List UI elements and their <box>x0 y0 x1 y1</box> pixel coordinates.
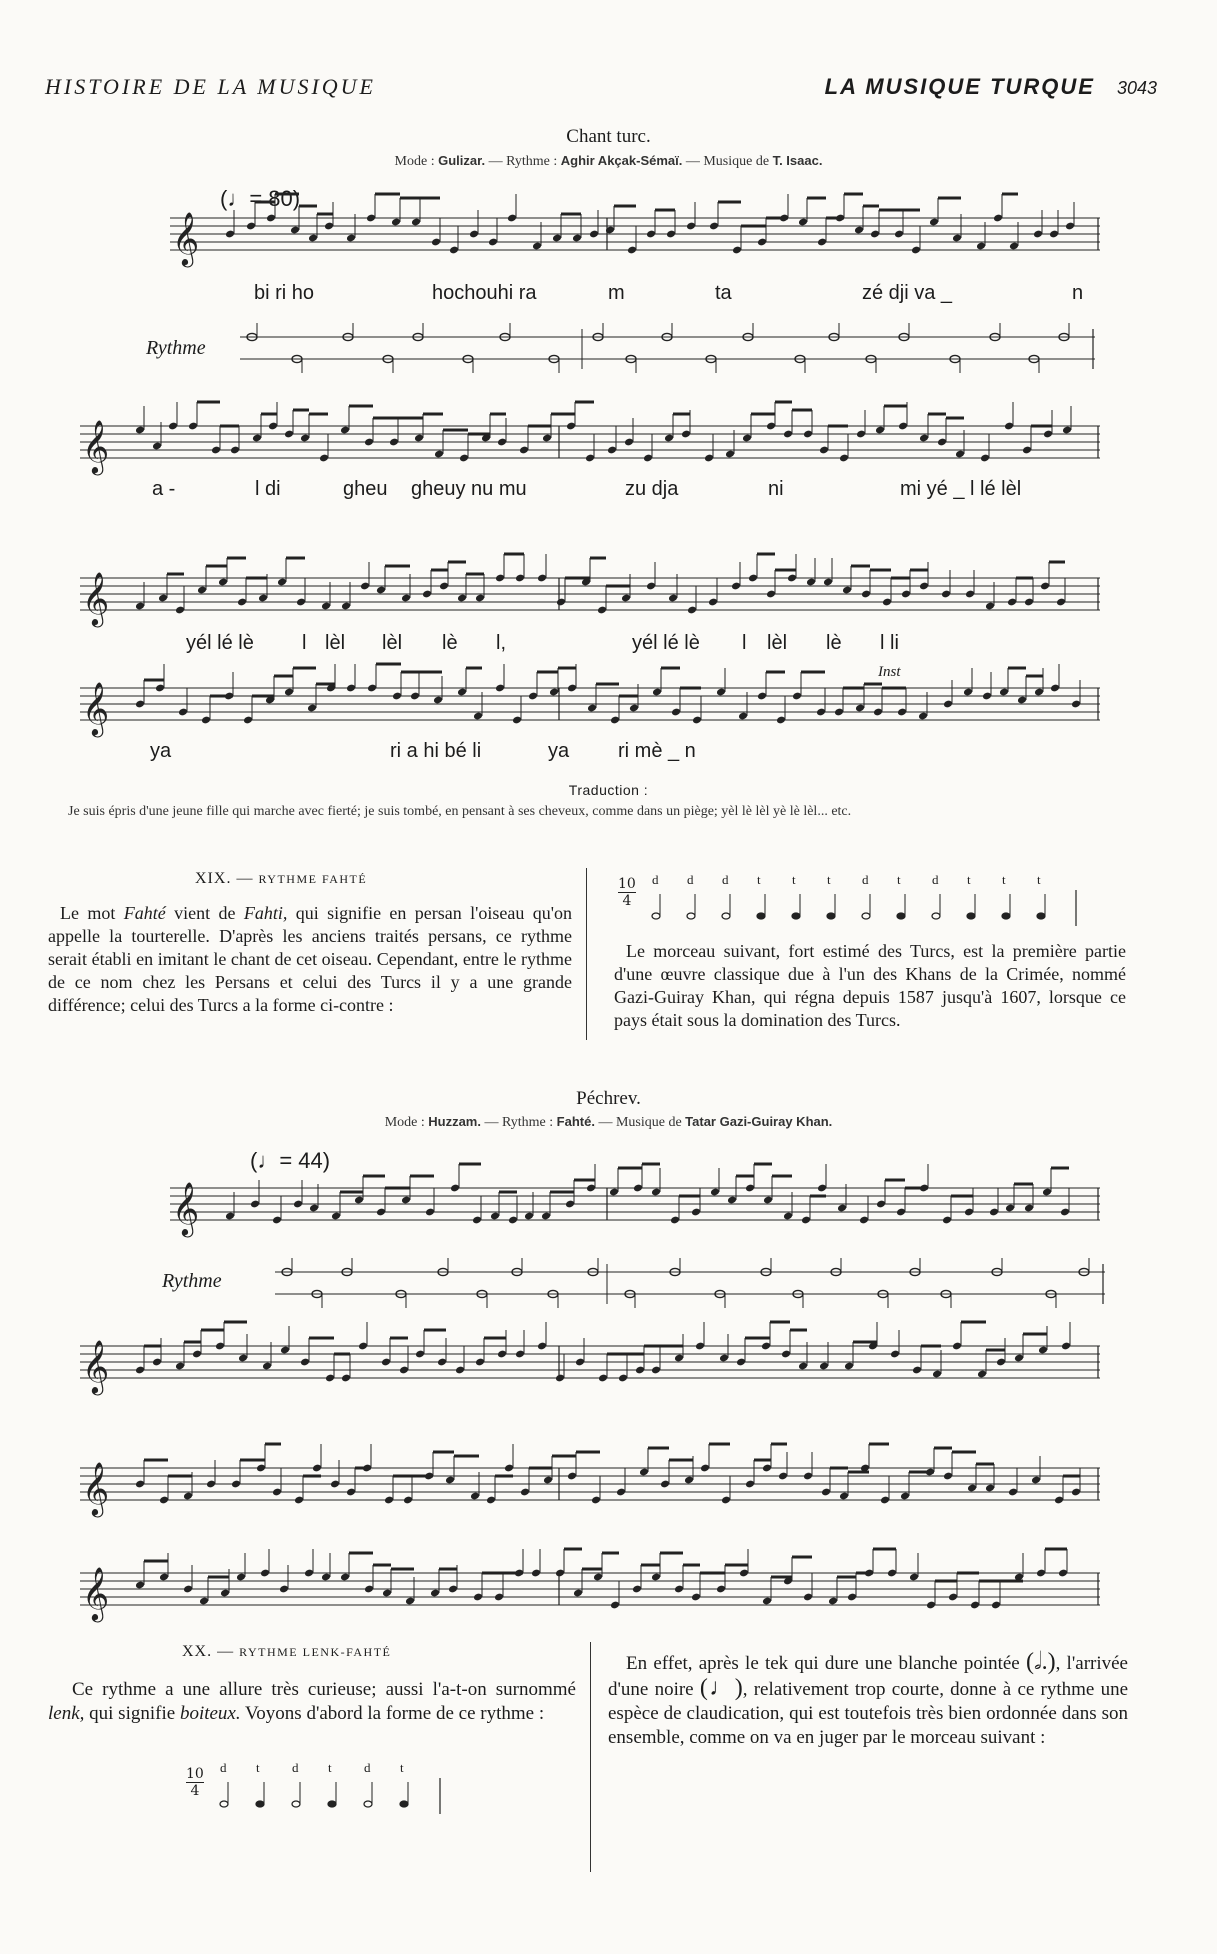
chant-rhythm-row <box>240 325 1095 375</box>
lyric: ri mè _ n <box>618 740 696 762</box>
column-rule <box>590 1642 591 1872</box>
lyric: lèl <box>767 632 788 654</box>
fahte-rhythm-pattern <box>648 880 1118 940</box>
section-20-title: XX. — RYTHME LENK-FAHTÉ <box>182 1643 392 1660</box>
rhythm-syllable: d <box>220 1760 227 1775</box>
rhythm-syllable: d <box>292 1760 299 1775</box>
pechrev-staff-1 <box>170 1180 1100 1235</box>
chant-staff-2 <box>80 418 1100 473</box>
lyric: l li <box>880 632 899 654</box>
lyric: ya <box>150 740 172 762</box>
lyric: ni <box>768 478 784 500</box>
pechrev-title: Péchrev. <box>576 1088 641 1109</box>
lenk-time-signature: 10 4 <box>186 1766 204 1799</box>
lyric: zé dji va _ <box>862 282 953 304</box>
lyric: l, <box>496 632 506 654</box>
treble-clef-icon: 𝄞 <box>82 419 110 473</box>
rythme-label: Rythme <box>146 337 206 359</box>
chant-title: Chant turc. <box>566 126 651 147</box>
section-20-text: Ce rythme a une allure très curieuse; aussi l'a-t-on surnommé lenk, qui signifie boiteux. Voyons d'abord la forme de ce rythme : <box>48 1679 576 1724</box>
lyric: lè <box>826 632 842 654</box>
rhythm-syllable: t <box>1002 872 1006 887</box>
pechrev-staff-3 <box>80 1460 1100 1515</box>
traduction-text: Je suis épris d'une jeune fille qui marche avec fierté; je suis tombé, en pensant à ses cheveux, comme dans un piège; yèl lè lèl yè lè lèl... etc. <box>68 804 852 819</box>
pechrev-staff-4 <box>80 1565 1100 1620</box>
chant-staff-1 <box>170 210 1100 265</box>
fahte-time-signature: 10 4 <box>618 876 636 909</box>
lyric: l <box>302 632 307 654</box>
rhythm-syllable: t <box>757 872 761 887</box>
quarter-note-icon: (♩) <box>699 1675 743 1701</box>
traduction-label: Traduction : <box>568 782 649 798</box>
dotted-half-note-icon: (𝅗𝅥.) <box>1025 1649 1056 1675</box>
rhythm-syllable: d <box>862 872 869 887</box>
rhythm-syllable: d <box>722 872 729 887</box>
rythme-label: Rythme <box>162 1270 222 1292</box>
page-number: 3043 <box>1116 78 1157 98</box>
lyric: yél lé lè <box>632 632 700 654</box>
pechrev-tempo: (♩= 44) <box>250 1148 331 1173</box>
lyric: hochouhi ra <box>432 282 537 304</box>
lyric: zu dja <box>625 478 679 500</box>
treble-clef-icon: 𝄞 <box>82 681 110 735</box>
lyric: m <box>608 282 625 304</box>
lyric: yél lé lè <box>186 632 254 654</box>
section-19-text: Le mot Fahté vient de Fahti, qui signifie en persan l'oiseau qu'on appelle la tourterelle. D'après les anciens traités persans, ce rythme serait établi en imitant le chant de cet oiseau. Cependant, entre le rythme de ce nom chez les Persans et celui des Turcs il y a une grande différence; celui des Turcs a la forme ci-contre : <box>48 903 572 1015</box>
pechrev-staff-2 <box>80 1338 1100 1393</box>
lyric: gheuy nu mu <box>411 478 527 500</box>
running-header-right <box>825 74 1157 100</box>
rhythm-syllable: t <box>967 872 971 887</box>
lyric: lèl <box>382 632 403 654</box>
rhythm-syllable: t <box>827 872 831 887</box>
lyric: bi ri ho <box>254 282 315 304</box>
rhythm-syllable: t <box>897 872 901 887</box>
treble-clef-icon: 𝄞 <box>172 211 200 265</box>
rhythm-syllable: d <box>364 1760 371 1775</box>
column-rule <box>586 868 587 1040</box>
treble-clef-icon: 𝄞 <box>82 571 110 625</box>
lyric: ri a hi bé li <box>390 740 482 762</box>
running-header-left: HISTOIRE DE LA MUSIQUE <box>45 74 376 99</box>
lyric: gheu <box>343 478 388 500</box>
lyric: n <box>1072 282 1084 304</box>
chant-staff-3 <box>80 570 1100 625</box>
rhythm-syllable: t <box>328 1760 332 1775</box>
lyric: lè <box>442 632 458 654</box>
section-19-title: XIX. — RYTHME FAHTÉ <box>195 870 368 887</box>
chant-staff-4 <box>80 680 1100 735</box>
rhythm-syllable: d <box>652 872 659 887</box>
treble-clef-icon: 𝄞 <box>82 1339 110 1393</box>
lyric: l di <box>255 478 281 500</box>
rhythm-syllable: t <box>256 1760 260 1775</box>
running-header-title: LA MUSIQUE TURQUE <box>824 74 1095 99</box>
lyric: lèl <box>325 632 346 654</box>
chant-subtitle: Mode : Gulizar. — Rythme : Aghir Akçak-Sémaï. — Musique de T. Isaac. <box>394 153 823 169</box>
section-19-right-text: Le morceau suivant, fort estimé des Turcs, est la première partie d'une œuvre classique due à l'un des Khans de la Crimée, nommé Gazi-Guiray Khan, qui régna depuis 1587 jusqu'à 1607, lorsque ce pays était sous la domination des Turcs. <box>614 941 1126 1030</box>
rhythm-syllable: d <box>932 872 939 887</box>
lenk-rhythm-pattern <box>216 1768 456 1828</box>
rhythm-syllable: t <box>400 1760 404 1775</box>
rhythm-syllable: t <box>792 872 796 887</box>
pechrev-subtitle: Mode : Huzzam. — Rythme : Fahté. — Musique de Tatar Gazi-Guiray Khan. <box>384 1114 833 1130</box>
rhythm-syllable: t <box>1037 872 1041 887</box>
chant-tempo: (♩= 80) <box>220 186 301 211</box>
lyric: l <box>742 632 747 654</box>
pechrev-rhythm-row <box>275 1260 1105 1310</box>
treble-clef-icon: 𝄞 <box>82 1566 110 1620</box>
rhythm-syllable: d <box>687 872 694 887</box>
lyric: mi yé _ l lé lèl <box>900 478 1022 500</box>
treble-clef-icon: 𝄞 <box>82 1461 110 1515</box>
lyric: ya <box>548 740 570 762</box>
section-20-right-text: En effet, après le tek qui dure une blanche pointée (𝅗𝅥.), l'arrivée d'une noire (♩), relativement trop courte, donne à ce rythme une espèce de claudication, qui est toutefois très bien ordonnée dans son ensemble, comme on va en juger par le morceau suivant : <box>608 1649 1129 1748</box>
inst-marking: Inst <box>878 664 901 680</box>
lyric: a - <box>152 478 176 500</box>
treble-clef-icon: 𝄞 <box>172 1181 200 1235</box>
lyric: ta <box>715 282 732 304</box>
